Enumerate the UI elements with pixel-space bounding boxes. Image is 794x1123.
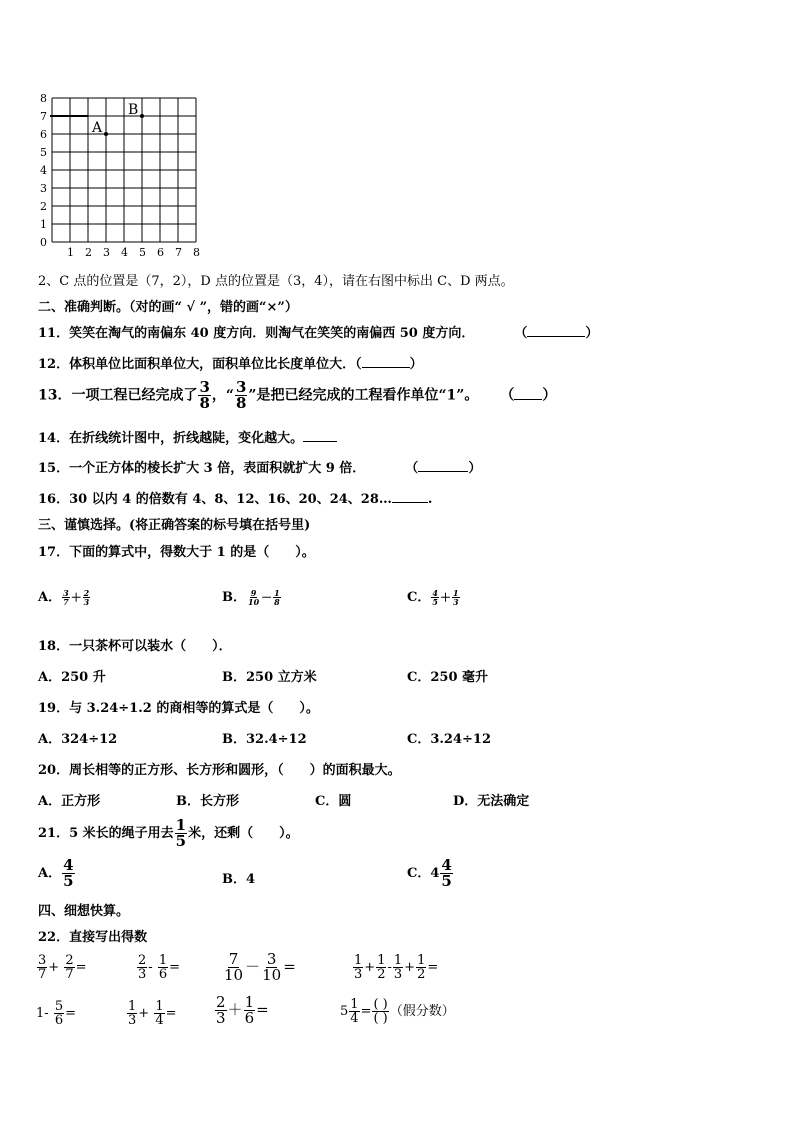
section-2-title: 二、准确判断。（对的画“ √ ”，错的画“×”）	[38, 300, 298, 315]
calc-item: $\frac{1}{3}$ + $\frac{1}{4}$ =	[128, 999, 177, 1028]
y-tick-label: 7	[40, 110, 47, 123]
option-c[interactable]: C．4 $\frac{4}{5}$	[407, 856, 452, 890]
question-20: 20．周长相等的正方形、长方形和圆形，（ ）的面积最大。	[38, 763, 401, 778]
y-tick-label: 0	[40, 236, 47, 249]
answer-blank[interactable]	[392, 502, 428, 503]
option-a[interactable]: A．324÷12	[38, 732, 118, 747]
y-tick-label: 6	[40, 128, 47, 141]
calc-item: 1- $\frac{5}{6}$ =	[36, 999, 76, 1028]
x-tick-label: 7	[175, 246, 182, 259]
x-tick-label: 8	[193, 246, 200, 259]
y-tick-label: 3	[40, 182, 47, 195]
option-c[interactable]: C．圆	[315, 794, 352, 809]
question-21: 21．5 米长的绳子用去 $\frac{1}{5}$ 米，还剩（ ）。	[38, 816, 299, 850]
question-15: 15．一个正方体的棱长扩大 3 倍，表面积就扩大 9 倍． （ ）	[38, 461, 482, 476]
question-18: 18．一只茶杯可以装水（ ）．	[38, 639, 232, 654]
option-b[interactable]: B．长方形	[176, 794, 239, 809]
option-b[interactable]: B．250 立方米	[222, 670, 317, 685]
calc-item: $\frac{7}{10}$ － $\frac{3}{10}$ =	[224, 950, 296, 984]
grid-labels	[40, 92, 200, 259]
point-label: A	[92, 120, 103, 136]
calc-item: $\frac{1}{3}$ + $\frac{1}{2}$ - $\frac{1}{3}$ + $\frac{1}{2}$ =	[354, 953, 439, 982]
fraction: $\frac{3}{8}$	[235, 378, 247, 412]
option-a[interactable]: A． $\frac{3}{7}$ ＋ $\frac{2}{3}$	[38, 588, 90, 607]
point-a	[104, 132, 108, 136]
fraction: $\frac{3}{8}$	[199, 378, 210, 412]
y-tick-label: 1	[40, 218, 47, 231]
option-b[interactable]: B．32.4÷12	[222, 732, 307, 747]
question-13: 13．一项工程已经完成了 $\frac{3}{8}$ ，“ $\frac{3}{8}$ ”是把已经完成的工程看作单位“1”。 （ ）	[38, 378, 557, 412]
answer-blank[interactable]	[514, 399, 542, 400]
question-16: 16．30 以内 4 的倍数有 4、8、12、16、20、24、28… .	[38, 492, 433, 507]
x-tick-label: 1	[67, 246, 74, 259]
option-c[interactable]: C．3.24÷12	[407, 732, 491, 747]
calc-item: $\frac{2}{3}$ ＋ $\frac{1}{6}$ =	[216, 993, 269, 1027]
y-tick-label: 4	[40, 164, 47, 177]
grid-lines	[50, 98, 196, 242]
section-4-title: 四、细想快算。	[38, 904, 130, 919]
answer-blank[interactable]	[418, 471, 468, 472]
option-c[interactable]: C．250 毫升	[407, 670, 489, 685]
point-label: B	[128, 102, 139, 118]
calc-item: $\frac{3}{7}$ + $\frac{2}{7}$ =	[38, 953, 87, 982]
option-a[interactable]: A． $\frac{4}{5}$	[38, 856, 74, 890]
x-tick-label: 2	[85, 246, 92, 259]
answer-blank[interactable]	[527, 336, 585, 337]
calc-item: $\frac{2}{3}$ - $\frac{1}{6}$ =	[138, 953, 180, 982]
y-tick-label: 5	[40, 146, 47, 159]
question-11: 11．笑笑在淘气的南偏东 40 度方向．则淘气在笑笑的南偏西 50 度方向． （ ）	[38, 326, 599, 341]
coordinate-grid	[30, 80, 250, 260]
option-c[interactable]: C． $\frac{4}{5}$ ＋ $\frac{1}{3}$	[407, 588, 459, 607]
question-22: 22．直接写出得数	[38, 930, 148, 945]
question-14: 14．在折线统计图中，折线越陡，变化越大。	[38, 427, 337, 446]
answer-blank[interactable]	[362, 367, 410, 368]
calc-item: 5 $\frac{1}{4}$ = $\frac{( )}{( )}$ （假分数）	[340, 997, 455, 1026]
grid-points	[91, 102, 144, 136]
question-17: 17．下面的算式中，得数大于 1 的是（ ）。	[38, 545, 315, 560]
x-tick-label: 6	[157, 246, 164, 259]
x-tick-label: 5	[139, 246, 146, 259]
x-tick-label: 4	[121, 246, 128, 259]
y-tick-label: 2	[40, 200, 47, 213]
option-a[interactable]: A．正方形	[38, 794, 101, 809]
answer-blank[interactable]	[303, 441, 337, 442]
question-19: 19．与 3.24÷1.2 的商相等的算式是（ ）。	[38, 701, 319, 716]
y-tick-label: 8	[40, 92, 47, 105]
question-12: 12．体积单位比面积单位大，面积单位比长度单位大．（ ）	[38, 357, 423, 372]
option-a[interactable]: A．250 升	[38, 670, 106, 685]
option-b[interactable]: B．4	[222, 872, 256, 887]
question-2: 2、C 点的位置是（7，2），D 点的位置是（3，4），请在右图中标出 C、D 两点。	[38, 274, 514, 289]
option-b[interactable]: B． $\frac{9}{10}$ － $\frac{1}{8}$	[222, 588, 280, 607]
point-b	[140, 114, 144, 118]
option-d[interactable]: D．无法确定	[453, 794, 530, 809]
section-3-title: 三、谨慎选择。(将正确答案的标号填在括号里)	[38, 518, 311, 533]
x-tick-label: 3	[103, 246, 110, 259]
